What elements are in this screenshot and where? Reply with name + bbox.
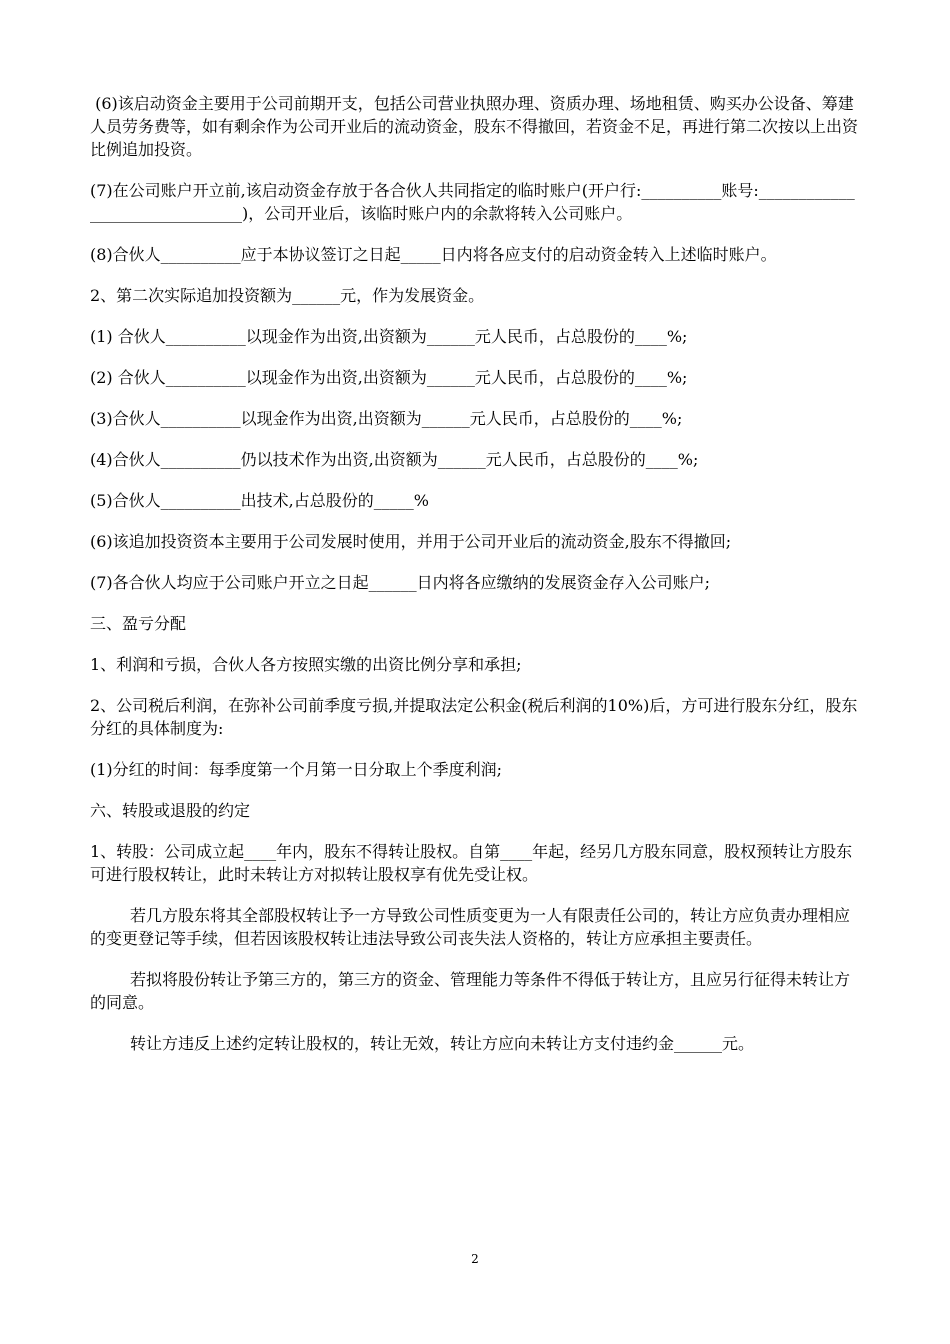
paragraph-deposit-deadline: (7)各合伙人均应于公司账户开立之日起______日内将各应缴纳的发展资金存入公司账户; <box>90 573 711 592</box>
paragraph-dividend-time: (1)分红的时间：每季度第一个月第一日分取上个季度利润; <box>90 760 503 779</box>
paragraph-partner-1: (1) 合伙人__________以现金作为出资,出资额为______元人民币，占总股份的____%; <box>90 327 688 346</box>
document-body <box>90 92 862 1073</box>
paragraph-profit-sharing: 1、利润和亏损，合伙人各方按照实缴的出资比例分享和承担; <box>90 655 522 674</box>
page-number: 2 <box>471 1252 479 1266</box>
paragraph-sole-owner-transfer: 若几方股东将其全部股权转让予一方导致公司性质变更为一人有限责任公司的，转让方应负责办理相应的变更登记等手续，但若因该股权转让违法导致公司丧失法人资格的，转让方应承担主要责任。 <box>90 906 851 948</box>
paragraph-transfer-deadline: (8)合伙人__________应于本协议签订之日起_____日内将各应支付的启动资金转入上述临时账户。 <box>90 245 777 264</box>
paragraph-dividend-policy: 2、公司税后利润，在弥补公司前季度亏损,并提取法定公积金(税后利润的10%)后，方可进行股东分红，股东分红的具体制度为: <box>90 696 858 738</box>
paragraph-third-party-transfer: 若拟将股份转让予第三方的，第三方的资金、管理能力等条件不得低于转让方，且应另行征得未转让方的同意。 <box>90 970 851 1012</box>
paragraph-second-investment: 2、第二次实际追加投资额为______元，作为发展资金。 <box>90 286 485 305</box>
section-heading-share-transfer: 六、转股或退股的约定 <box>90 801 251 820</box>
section-heading-profit-loss: 三、盈亏分配 <box>90 614 187 633</box>
paragraph-temporary-account: (7)在公司账户开立前,该启动资金存放于各合伙人共同指定的临时账户(开户行:__________账号:_______________________________)，公司开业后，该临时账户内的余款将转入公司账户。 <box>90 181 855 223</box>
paragraph-partner-2: (2) 合伙人__________以现金作为出资,出资额为______元人民币，占总股份的____%; <box>90 368 688 387</box>
paragraph-partner-5: (5)合伙人__________出技术,占总股份的_____% <box>90 491 429 510</box>
paragraph-startup-fund-usage: (6)该启动资金主要用于公司前期开支，包括公司营业执照办理、资质办理、场地租赁、购买办公设备、筹建人员劳务费等，如有剩余作为公司开业后的流动资金，股东不得撤回，若资金不足，再进行第二次按以上出资比例追加投资。 <box>90 94 859 159</box>
paragraph-share-transfer: 1、转股：公司成立起____年内，股东不得转让股权。自第____年起，经另几方股东同意，股权预转让方股东可进行股权转让，此时未转让方对拟转让股权享有优先受让权。 <box>90 842 853 884</box>
paragraph-partner-4: (4)合伙人__________仍以技术作为出资,出资额为______元人民币，占总股份的____%; <box>90 450 699 469</box>
paragraph-partner-3: (3)合伙人__________以现金作为出资,出资额为______元人民币，占总股份的____%; <box>90 409 683 428</box>
paragraph-breach-penalty: 转让方违反上述约定转让股权的，转让无效，转让方应向未转让方支付违约金______元。 <box>130 1034 755 1053</box>
paragraph-additional-capital-usage: (6)该追加投资资本主要用于公司发展时使用，并用于公司开业后的流动资金,股东不得撤回; <box>90 532 732 551</box>
